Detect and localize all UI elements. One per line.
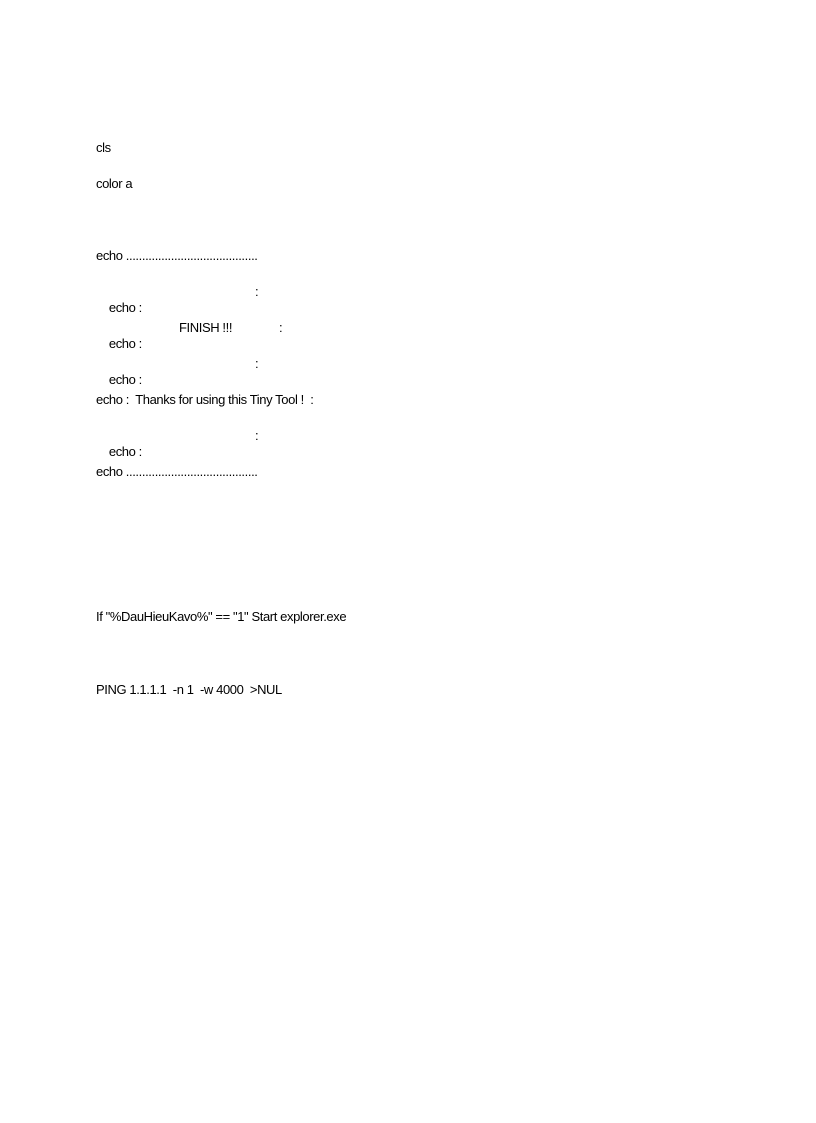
echo-colon-right: : [255, 356, 259, 371]
line-echo-thanks: echo : Thanks for using this Tiny Tool ! : [96, 392, 314, 407]
line-echo-border-top: echo ......................................... [96, 248, 258, 263]
line-echo-blank-2 [96, 356, 296, 420]
line-echo-blank-3 [96, 428, 296, 492]
line-cls: cls [96, 140, 111, 155]
echo-colon-left: echo : [108, 300, 142, 315]
finish-text: FINISH !!! [179, 320, 233, 335]
line-if-start-explorer: If "%DauHieuKavo%" == "1" Start explorer.exe [96, 609, 347, 624]
line-echo-border-bottom: echo ......................................... [96, 464, 258, 479]
line-ping: PING 1.1.1.1 -n 1 -w 4000 >NUL [96, 682, 282, 697]
line-color: color a [96, 176, 133, 191]
echo-colon-left: echo : [108, 372, 142, 387]
echo-colon-right: : [255, 428, 259, 443]
echo-colon-right: : [279, 320, 283, 335]
echo-colon-left: echo : [108, 336, 142, 351]
echo-colon-left: echo : [108, 444, 142, 459]
echo-colon-right: : [255, 284, 259, 299]
